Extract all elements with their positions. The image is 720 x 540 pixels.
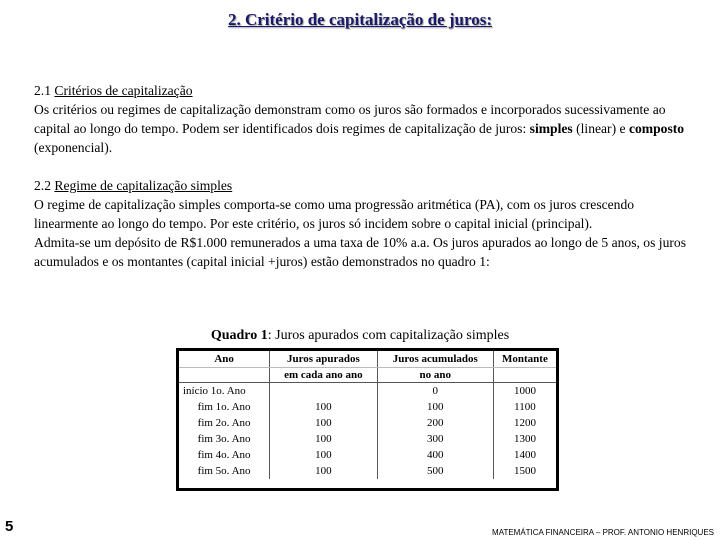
cell-ano: fim 1o. Ano — [179, 399, 270, 415]
section-number: 2.2 — [34, 178, 51, 193]
cell-juros-acumulados: 500 — [377, 463, 493, 479]
table-row — [179, 399, 556, 415]
table-row — [179, 463, 556, 479]
caption-text: : Juros apurados com capitalização simples — [267, 328, 510, 343]
header-juros-apurados: Juros apurados — [270, 351, 377, 368]
data-table — [179, 351, 556, 479]
cell-montante: 1100 — [514, 401, 536, 413]
cell-juros-acumulados: 400 — [377, 447, 493, 463]
header-ano: Ano — [179, 351, 270, 368]
section-heading — [34, 176, 686, 195]
subheader: em cada ano ano — [270, 368, 377, 383]
table-row — [179, 447, 556, 463]
cell-juros-apurados: 100 — [270, 447, 377, 463]
page-number: 5 — [5, 518, 14, 535]
page-title: 2. Critério de capitalização de juros: — [227, 10, 493, 29]
header-montante: Montante — [493, 351, 556, 368]
cell-montante: 1000 — [513, 385, 536, 397]
cell-ano: fim 2o. Ano — [179, 415, 270, 431]
cell-montante: 1500 — [513, 465, 536, 477]
section-heading — [34, 81, 686, 100]
caption-label: Quadro 1 — [210, 328, 268, 343]
paragraph: Admita-se um depósito de R$1.000 remunerados a uma taxa de 10% a.a. Os juros apurados ao longo de 5 anos, os juros acumulados e os montantes (capital inicial +juros) estão demonstrados no quadro 1: — [34, 235, 686, 269]
table-subheader-row — [179, 368, 556, 383]
cell-ano: fim 3o. Ano — [179, 431, 270, 447]
section-criterios — [34, 81, 686, 157]
section-text: (linear) e — [572, 121, 629, 136]
footer-text: MATEMÁTICA FINANCEIRA – PROF. ANTONIO HENRIQUES — [492, 528, 714, 537]
header-juros-acumulados: Juros acumulados — [377, 351, 493, 368]
cell-juros-acumulados: 300 — [377, 431, 493, 447]
subheader — [493, 368, 556, 383]
cell-juros-apurados — [270, 383, 377, 400]
subheader: no ano — [377, 368, 493, 383]
term-composto: composto — [628, 121, 685, 136]
cell-juros-acumulados: 100 — [377, 399, 493, 415]
cell-juros-apurados: 100 — [270, 463, 377, 479]
quadro-1-table — [176, 348, 559, 491]
cell-juros-apurados: 100 — [270, 431, 377, 447]
section-heading-text: Regime de capitalização simples — [54, 178, 233, 193]
cell-ano: fim 4o. Ano — [179, 447, 270, 463]
table-row — [179, 383, 556, 400]
cell-juros-acumulados: 0 — [377, 383, 493, 400]
section-text: (exponencial). — [34, 140, 113, 155]
cell-juros-apurados: 100 — [270, 415, 377, 431]
subheader — [179, 368, 270, 383]
cell-montante: 1300 — [513, 433, 536, 445]
section-number: 2.1 — [34, 83, 51, 98]
cell-juros-acumulados: 200 — [377, 415, 493, 431]
paragraph: O regime de capitalização simples comporta-se como uma progressão aritmética (PA), com os juros crescendo linearmente ao longo do tempo. Por este critério, os juros só incidem sobre o capital inicial (principal). — [34, 197, 635, 231]
cell-ano: fim 5o. Ano — [179, 463, 270, 479]
section-text: Os critérios ou regimes de capitalização demonstram como os juros são formados e incorporados sucessivamente ao capital ao longo do tempo. Podem ser identificados dois regimes de capitalização de juros: — [34, 102, 666, 136]
table-header-row — [179, 351, 556, 368]
cell-montante: 1200 — [513, 417, 536, 429]
section-heading-text: Critérios de capitalização — [54, 83, 193, 98]
section-regime-simples — [34, 176, 686, 271]
table-caption — [0, 328, 720, 344]
table-row — [179, 431, 556, 447]
cell-montante: 1400 — [513, 449, 536, 461]
cell-juros-apurados: 100 — [270, 399, 377, 415]
term-simples: simples — [529, 121, 573, 136]
cell-ano: início 1o. Ano — [179, 383, 270, 400]
table-row — [179, 415, 556, 431]
